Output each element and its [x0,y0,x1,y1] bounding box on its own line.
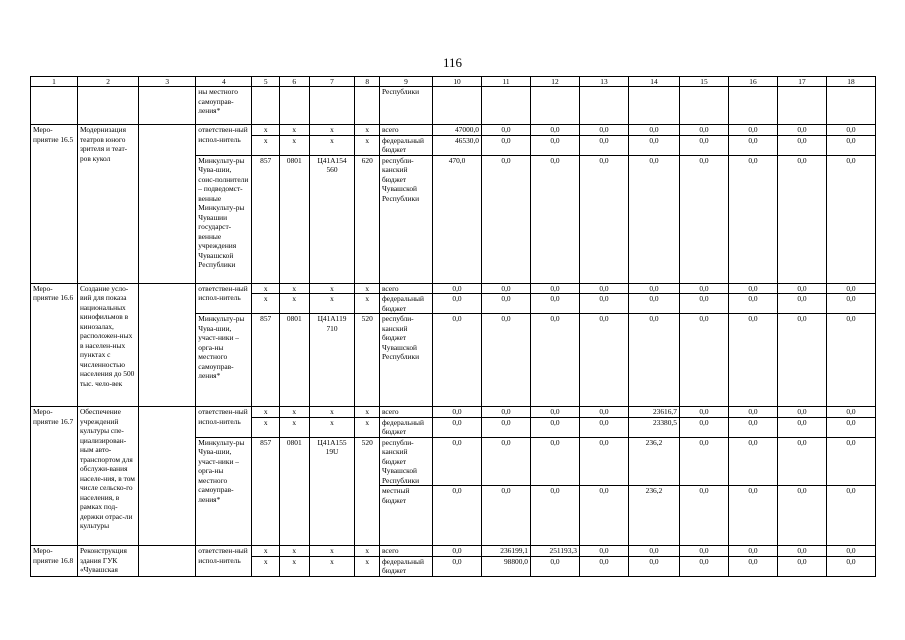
cell-source: федеральный бюджет [379,417,432,437]
cell-value: 0,0 [826,125,875,136]
cell-value: 0,0 [777,135,826,155]
cell-value: 0,0 [777,556,826,576]
cell-value: 0,0 [826,486,875,546]
cell-value: 0,0 [579,546,628,557]
cell: 857 [252,437,280,546]
cell-value: 0,0 [777,125,826,136]
cell-value: 0,0 [777,294,826,314]
cell-value: 0,0 [579,417,628,437]
cell-value: 236,2 [628,486,679,546]
cell: x [309,125,355,136]
cell-source: всего [379,283,432,294]
cell-value: 0,0 [777,546,826,557]
cell-source: всего [379,546,432,557]
cell: x [309,294,355,314]
cell-executor: Минкульту-ры Чува-шии, участ-ники – орга-ны местного самоуправ-ления* [196,437,252,546]
cell: 857 [252,155,280,283]
cell: Ц41А119 710 [309,314,355,407]
col-header: 4 [196,77,252,87]
cell-value: 0,0 [728,135,777,155]
col-header: 13 [579,77,628,87]
cell-value: 0,0 [482,437,531,486]
cell-value: 0,0 [579,125,628,136]
cell: x [355,556,379,576]
event-number: Меро-приятие 16.5 [31,125,78,284]
cell: x [279,294,309,314]
cell-executor: ответствен-ный испол-нитель [196,283,252,314]
col-header: 17 [777,77,826,87]
cell: x [309,283,355,294]
cell-value: 0,0 [826,417,875,437]
event-number: Меро-приятие 16.8 [31,546,78,577]
cell: x [252,417,280,437]
cell-value: 0,0 [728,546,777,557]
cell-value: 0,0 [628,135,679,155]
cell-value: 0,0 [628,556,679,576]
cell-value: 0,0 [579,437,628,486]
cell-value: 0,0 [482,155,531,283]
col-header: 7 [309,77,355,87]
cell: x [252,125,280,136]
cell: x [355,283,379,294]
cell-value: 0,0 [531,407,580,418]
cell-executor: Минкульту-ры Чува-шии, участ-ники – орга-ны местного самоуправ-ления* [196,314,252,407]
cell-value: 0,0 [628,294,679,314]
cell-value: 0,0 [531,294,580,314]
cell: x [355,125,379,136]
cell-value: 0,0 [482,283,531,294]
cell-value: 47000,0 [433,125,482,136]
cell-value: 0,0 [531,417,580,437]
cell-value: 0,0 [628,125,679,136]
cell-value: 0,0 [531,486,580,546]
cell-executor: ответствен-ный испол-нитель [196,407,252,438]
cell-value: 0,0 [728,314,777,407]
cell: x [252,294,280,314]
cell: x [279,417,309,437]
cell-value: 0,0 [628,546,679,557]
cell: x [279,283,309,294]
cell: x [309,135,355,155]
cell-value: 0,0 [728,556,777,576]
event-number: Меро-приятие 16.7 [31,407,78,546]
cell: x [279,125,309,136]
cell-value: 0,0 [777,486,826,546]
cell-value: 0,0 [433,294,482,314]
cell-value: 0,0 [433,417,482,437]
col-header: 12 [531,77,580,87]
col-header: 9 [379,77,432,87]
cell-value: 0,0 [777,155,826,283]
cell-value: 0,0 [482,135,531,155]
col-header: 15 [679,77,728,87]
cell-value: 0,0 [777,437,826,486]
cell: x [309,417,355,437]
cell-executor: ны местного самоуправ-ления* [196,87,252,125]
cell-value: 0,0 [482,294,531,314]
header-row [31,77,876,87]
cell-source: федеральный бюджет [379,135,432,155]
cell-value: 0,0 [679,407,728,418]
cell-value: 470,0 [433,155,482,283]
cell-value: 0,0 [728,437,777,486]
cell-value: 0,0 [679,125,728,136]
cell-value: 0,0 [777,407,826,418]
page-number: 116 [442,55,463,70]
cell-value: 0,0 [679,417,728,437]
cell-value: 0,0 [777,283,826,294]
cell: x [279,407,309,418]
cell-source: республи-канский бюджет Чувашской Республики [379,155,432,283]
cell-source: федеральный бюджет [379,294,432,314]
cell-value: 0,0 [531,155,580,283]
cell-value: 0,0 [679,135,728,155]
cell-executor: Минкульту-ры Чува-шии, соис-полнители – подведомст-венные Минкульту-ры Чувашии государст-венные учреждения Чувашской Республики [196,155,252,283]
cell-value: 0,0 [628,283,679,294]
cell-value: 0,0 [728,283,777,294]
cell-value: 0,0 [579,407,628,418]
cell-value: 0,0 [679,294,728,314]
cell-value: 23380,5 [628,417,679,437]
cell-value: 0,0 [728,407,777,418]
cell-executor: ответствен-ный испол-нитель [196,125,252,156]
table-row [31,87,876,125]
cell: 520 [355,437,379,546]
event-name: Модернизация театров юного зрителя и теат-ров кукол [77,125,138,284]
col-header: 2 [77,77,138,87]
cell-value: 0,0 [579,486,628,546]
cell: 520 [355,314,379,407]
cell-value: 0,0 [482,486,531,546]
cell-value: 0,0 [679,283,728,294]
cell: x [252,135,280,155]
cell-value: 0,0 [679,314,728,407]
cell-value: 0,0 [826,135,875,155]
col-header: 1 [31,77,78,87]
cell-value: 0,0 [728,294,777,314]
cell-value: 0,0 [628,314,679,407]
event-name: Реконструкция здания ГУК «Чувашская [77,546,138,577]
cell-value: 0,0 [433,314,482,407]
cell-value: 0,0 [531,283,580,294]
cell: x [355,407,379,418]
event-name: Создание усло-вий для показа национальных кинофильмов в кинозалах, расположен-ных в населен-ных пунктах с численностью населения до 500 тыс. чело-век [77,283,138,407]
cell: x [309,546,355,557]
cell-source: федеральный бюджет [379,556,432,576]
cell-value: 0,0 [777,417,826,437]
cell-value: 236,2 [628,437,679,486]
cell-value: 0,0 [579,556,628,576]
cell-value: 0,0 [679,556,728,576]
cell-value: 0,0 [679,486,728,546]
cell-value: 236199,1 [482,546,531,557]
col-header: 16 [728,77,777,87]
cell-value: 46530,0 [433,135,482,155]
cell-value: 0,0 [433,546,482,557]
cell-value: 0,0 [531,314,580,407]
cell-value: 0,0 [826,556,875,576]
cell-value: 0,0 [482,314,531,407]
cell-value: 0,0 [579,314,628,407]
cell-value: 0,0 [482,125,531,136]
cell-value: 0,0 [826,294,875,314]
col-header: 18 [826,77,875,87]
cell-value: 0,0 [777,314,826,407]
cell-value: 0,0 [826,283,875,294]
cell-value: 23616,7 [628,407,679,418]
cell-value: 0,0 [482,407,531,418]
cell-source: Республики [379,87,432,125]
cell: x [355,135,379,155]
cell-value: 0,0 [679,155,728,283]
cell-value: 0,0 [433,283,482,294]
cell-value: 0,0 [433,486,482,546]
cell-value: 0,0 [826,155,875,283]
cell-value: 0,0 [728,155,777,283]
cell-source: всего [379,407,432,418]
cell-value: 0,0 [728,486,777,546]
cell-value: 0,0 [531,437,580,486]
cell-executor: ответствен-ный испол-нитель [196,546,252,577]
cell: x [252,556,280,576]
cell-value: 0,0 [433,437,482,486]
cell-value: 0,0 [728,125,777,136]
cell-value: 98800,0 [482,556,531,576]
cell-value: 0,0 [826,437,875,486]
event-name: Обеспечение учреждений культуры спе-циализирован-ным авто-транспортом для обслужи-вания населе-ния, в том числе сельско-го населения, в рамках под-держки отрас-ли культуры [77,407,138,546]
cell: x [309,407,355,418]
cell-value: 0,0 [482,417,531,437]
cell-value: 0,0 [433,556,482,576]
table-row [31,407,876,418]
col-header: 5 [252,77,280,87]
cell-value: 251193,3 [531,546,580,557]
cell-value: 0,0 [728,417,777,437]
cell-source: всего [379,125,432,136]
cell-value: 0,0 [531,556,580,576]
col-header: 10 [433,77,482,87]
cell-value: 0,0 [579,283,628,294]
cell-value: 0,0 [826,407,875,418]
cell-value: 0,0 [579,155,628,283]
cell: x [309,556,355,576]
cell: Ц41А154 560 [309,155,355,283]
cell-source: местный бюджет [379,486,432,546]
cell: x [355,546,379,557]
cell: 0801 [279,314,309,407]
col-header: 8 [355,77,379,87]
cell: 620 [355,155,379,283]
cell: 857 [252,314,280,407]
cell: x [355,294,379,314]
col-header: 14 [628,77,679,87]
cell: 0801 [279,155,309,283]
cell: x [252,407,280,418]
cell: x [252,546,280,557]
col-header: 6 [279,77,309,87]
cell: x [252,283,280,294]
cell-value: 0,0 [531,125,580,136]
cell-source: республи-канский бюджет Чувашской Республики [379,437,432,486]
cell: 0801 [279,437,309,546]
cell-source: республи-канский бюджет Чувашской Республики [379,314,432,407]
cell: x [279,546,309,557]
cell-value: 0,0 [531,135,580,155]
cell-value: 0,0 [826,546,875,557]
cell-value: 0,0 [826,314,875,407]
col-header: 3 [139,77,196,87]
cell-value: 0,0 [579,294,628,314]
cell: x [279,135,309,155]
event-number: Меро-приятие 16.6 [31,283,78,407]
table-row [31,125,876,136]
cell-value: 0,0 [579,135,628,155]
table-row [31,283,876,294]
col-header: 11 [482,77,531,87]
cell-value: 0,0 [679,546,728,557]
cell-value: 0,0 [433,407,482,418]
table-row [31,546,876,557]
cell-value: 0,0 [628,155,679,283]
cell: x [279,556,309,576]
cell-value: 0,0 [679,437,728,486]
cell: x [355,417,379,437]
cell: Ц41А155 19U [309,437,355,546]
budget-table [30,76,876,577]
